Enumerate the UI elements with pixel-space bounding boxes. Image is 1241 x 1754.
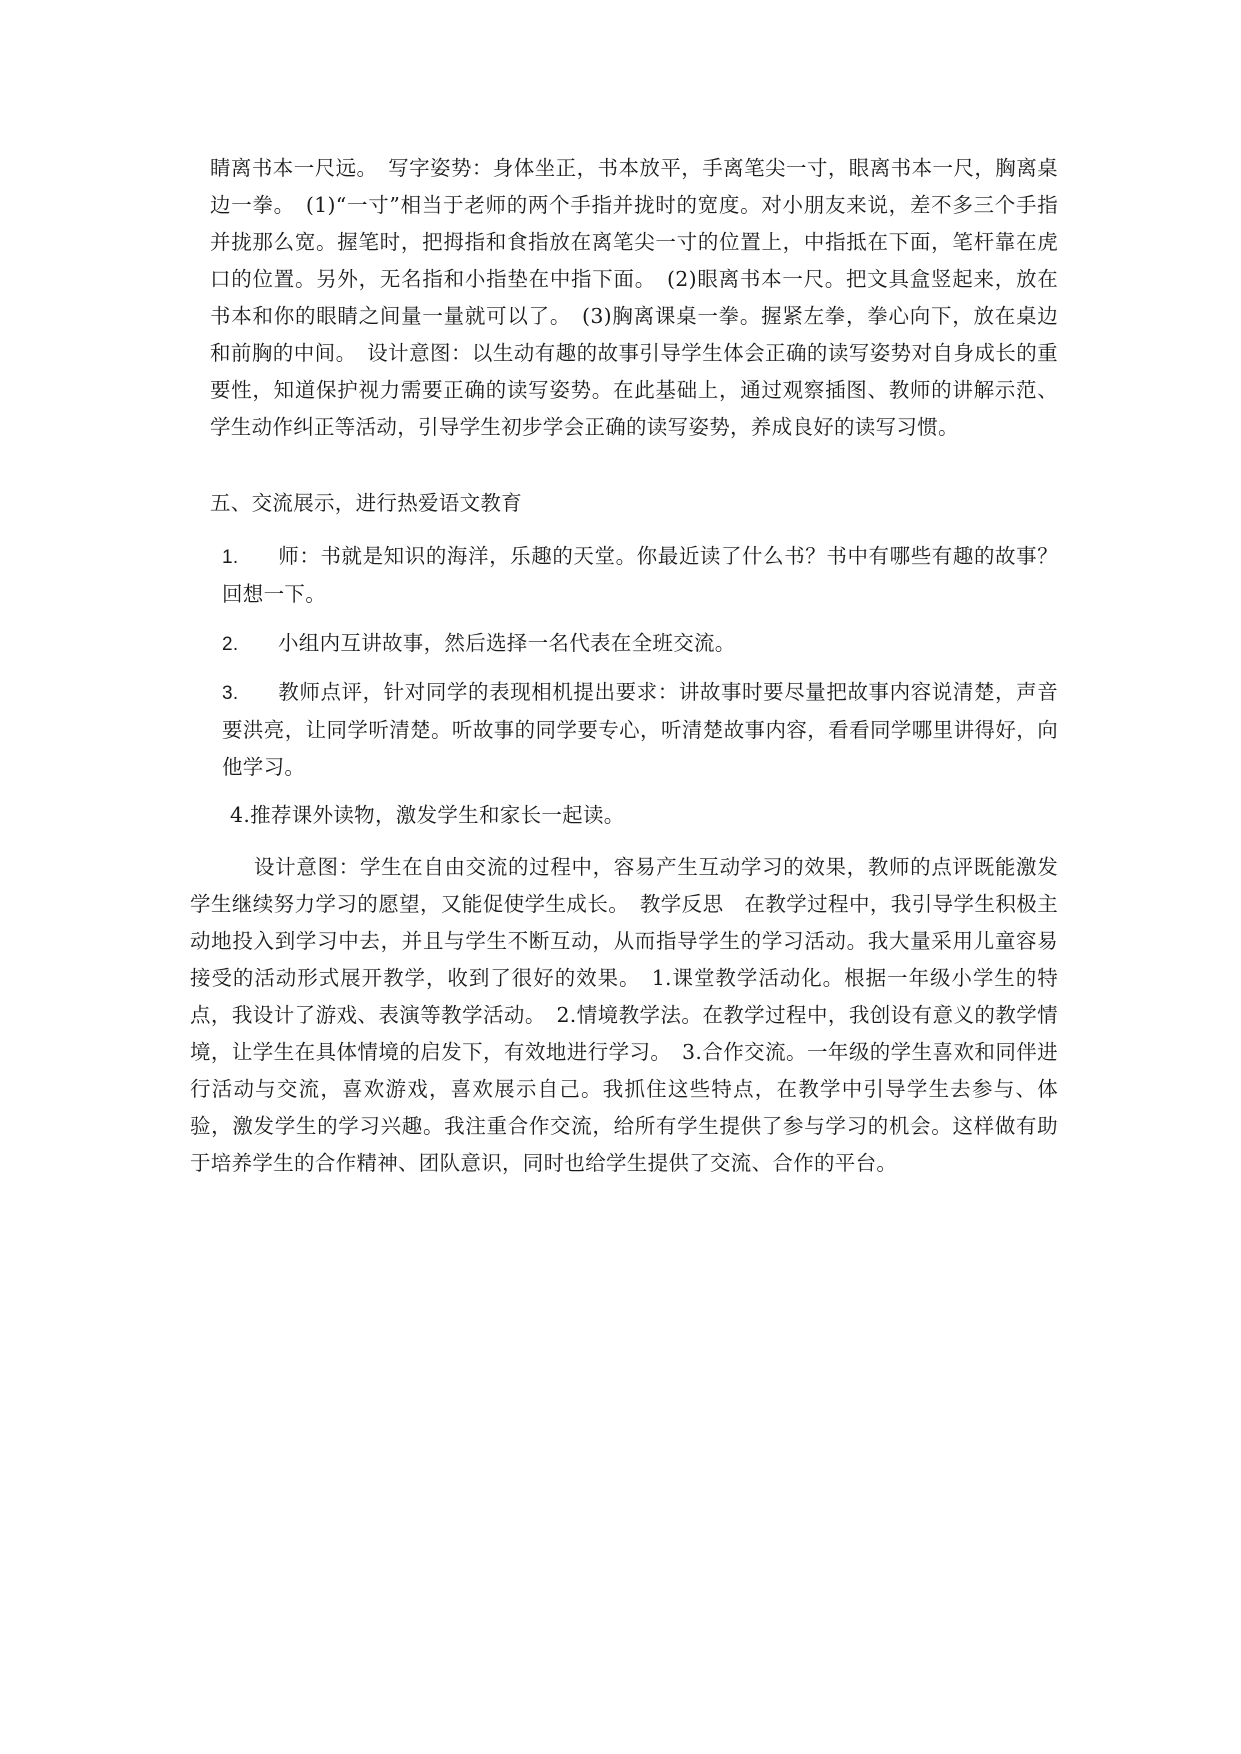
list-item-number: 3. [222,683,239,704]
paragraph-reading-writing-posture: 睛离书本一尺远。 写字姿势：身体坐正，书本放平，手离笔尖一寸，眼离书本一尺，胸离桌边一拳。 (1)“一寸”相当于老师的两个手指并拢时的宽度。对小朋友来说，差不多三个手指并拢那么宽。握笔时，把拇指和食指放在离笔尖一寸的位置上，中指抵在下面，笔杆靠在虎口的位置。另外，无名指和小指垫在中指下面。 (2)眼离书本一尺。把文具盒竖起来，放在书本和你的眼睛之间量一量就可以了。 (3)胸离课桌一拳。握紧左拳，拳心向下，放在桌边和前胸的中间。 设计意图：以生动有趣的故事引导学生体会正确的读写姿势对自身成长的重要性，知道保护视力需要正确的读写姿势。在此基础上，通过观察插图、教师的讲解示范、学生动作纠正等活动，引导学生初步学会正确的读写姿势，养成良好的读写习惯。 [210,156,1058,439]
list-item [222,625,1058,663]
list-item [222,538,1058,613]
list-item-text: 推荐课外读物，激发学生和家长一起读。 [250,803,625,827]
list-item-number: 2. [222,634,239,655]
list-item [222,674,1058,786]
list-item-number: 4. [230,803,251,827]
list-item-text: 小组内互讲故事，然后选择一名代表在全班交流。 [278,631,736,655]
section-heading-five: 五、交流展示，进行热爱语文教育 [210,491,522,515]
list-item-text: 教师点评，针对同学的表现相机提出要求：讲故事时要尽量把故事内容说清楚，声音要洪亮，让同学听清楚。听故事的同学要专心，听清楚故事内容，看看同学哪里讲得好，向他学习。 [222,680,1058,779]
list-item-number: 1. [222,547,239,568]
list-item-text: 师：书就是知识的海洋，乐趣的天堂。你最近读了什么书？书中有哪些有趣的故事？回想一下。 [222,544,1058,606]
list-item [230,797,1058,834]
paragraph-design-and-reflection: 设计意图：学生在自由交流的过程中，容易产生互动学习的效果，教师的点评既能激发学生继续努力学习的愿望，又能促使学生成长。 教学反思 在教学过程中，我引导学生积极主动地投入到学习中去，并且与学生不断互动，从而指导学生的学习活动。我大量采用儿童容易接受的活动形式展开教学，收到了很好的效果。 1.课堂教学活动化。根据一年级小学生的特点，我设计了游戏、表演等教学活动。 2.情境教学法。在教学过程中，我创设有意义的教学情境，让学生在具体情境的启发下，有效地进行学习。 3.合作交流。一年级的学生喜欢和同伴进行活动与交流，喜欢游戏，喜欢展示自己。我抓住这些特点，在教学中引导学生去参与、体验，激发学生的学习兴趣。我注重合作交流，给所有学生提供了参与学习的机会。这样做有助于培养学生的合作精神、团队意识，同时也给学生提供了交流、合作的平台。 [190,855,1058,1175]
